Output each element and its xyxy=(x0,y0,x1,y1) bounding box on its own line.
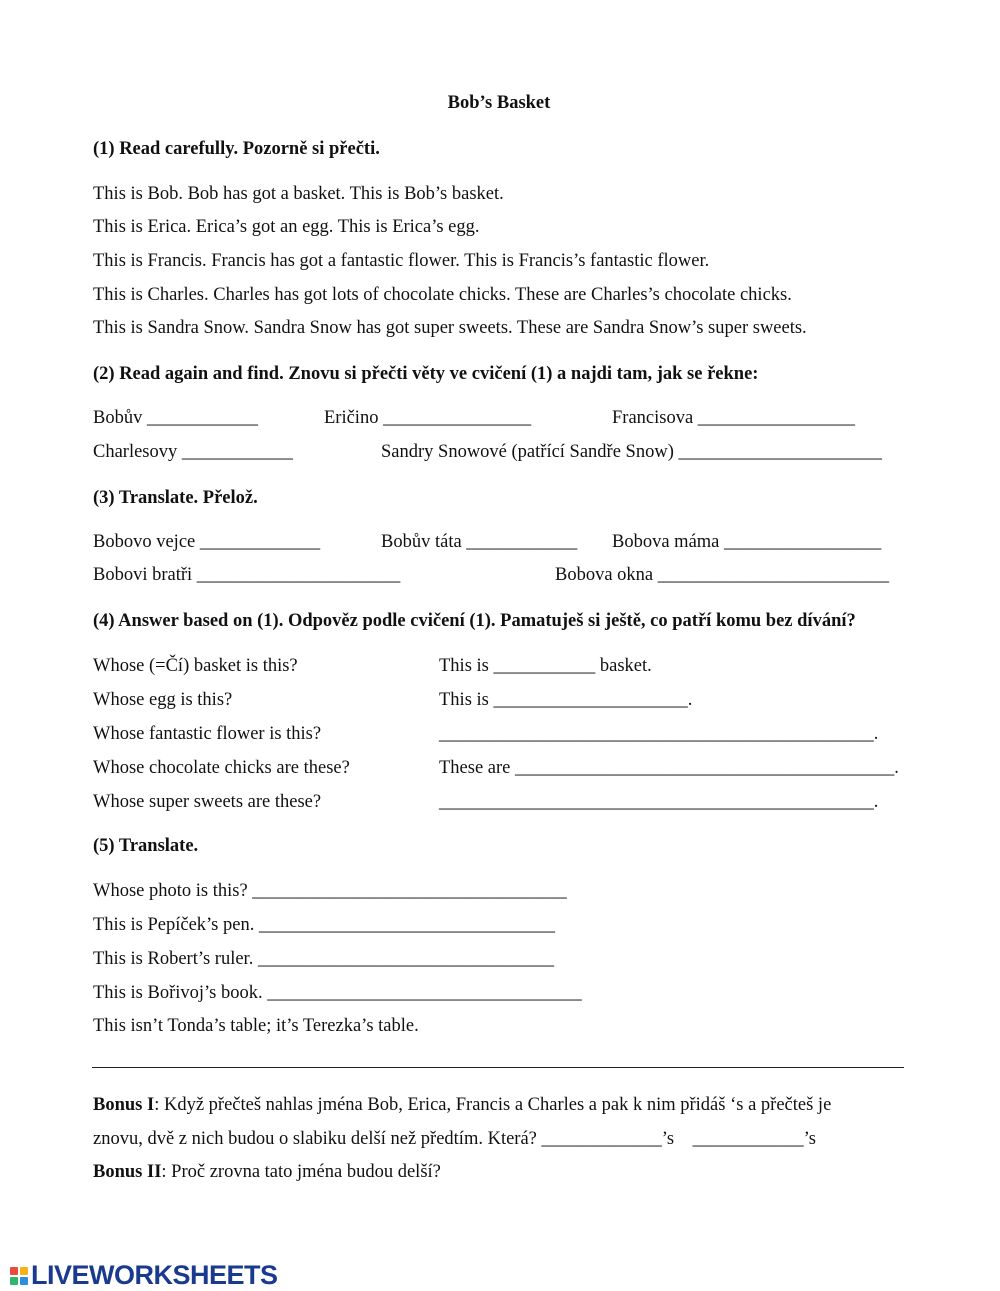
ex4-question: Whose fantastic flower is this? xyxy=(93,724,322,744)
ex4-question: Whose super sweets are these? xyxy=(93,792,322,812)
ex5-line: This isn’t Tonda’s table; it’s Terezka’s table. xyxy=(93,1016,419,1036)
bonus-1 xyxy=(93,1096,831,1115)
ex3-item[interactable]: Bobova máma _________________ xyxy=(612,532,882,552)
bonus-1-label: Bonus I xyxy=(93,1095,155,1115)
ex4-answer[interactable]: _______________________________________________. xyxy=(439,792,879,812)
liveworksheets-logo xyxy=(10,1262,278,1289)
ex3-item[interactable]: Bobův táta ____________ xyxy=(381,532,578,552)
ex5-line[interactable]: This is Pepíček’s pen. ________________________________ xyxy=(93,915,555,935)
ex3-heading: (3) Translate. Přelož. xyxy=(93,488,258,508)
ex2-heading: (2) Read again and find. Znovu si přečti věty ve cvičení (1) a najdi tam, jak se řekne: xyxy=(93,364,759,384)
ex5-line[interactable]: This is Bořivoj’s book. __________________________________ xyxy=(93,983,582,1003)
ex5-answer-rule[interactable] xyxy=(92,1067,904,1068)
ex3-item[interactable]: Bobovi bratři ______________________ xyxy=(93,565,401,585)
page-title: Bob’s Basket xyxy=(447,93,551,113)
bonus-2-text: : Proč zrovna tato jména budou delší? xyxy=(161,1162,441,1182)
logo-text: LIVEWORKSHEETS xyxy=(31,1260,278,1290)
ex2-item[interactable]: Bobův ____________ xyxy=(93,408,258,428)
ex4-heading: (4) Answer based on (1). Odpověz podle cvičení (1). Pamatuješ si ještě, co patří komu bez dívání? xyxy=(93,611,856,631)
bonus-1-text: : Když přečteš nahlas jména Bob, Erica, Francis a Charles a pak k nim přidáš ‘s a přečteš je xyxy=(154,1095,832,1115)
ex2-item[interactable]: Francisova _________________ xyxy=(612,408,856,428)
bonus-2 xyxy=(93,1163,441,1182)
ex1-line: This is Sandra Snow. Sandra Snow has got super sweets. These are Sandra Snow’s super sweets. xyxy=(93,318,807,338)
ex4-answer[interactable]: This is ___________ basket. xyxy=(439,656,652,676)
ex5-line[interactable]: Whose photo is this? __________________________________ xyxy=(93,881,567,901)
ex5-heading: (5) Translate. xyxy=(93,836,199,856)
bonus-1-line2[interactable]: znovu, dvě z nich budou o slabiku delší než předtím. Která? _____________’s ____________’s xyxy=(93,1129,816,1149)
ex4-question: Whose chocolate chicks are these? xyxy=(93,758,350,778)
ex4-question: Whose egg is this? xyxy=(93,690,233,710)
ex3-item[interactable]: Bobova okna _________________________ xyxy=(555,565,890,585)
ex1-heading: (1) Read carefully. Pozorně si přečti. xyxy=(93,139,380,159)
bonus-2-label: Bonus II xyxy=(93,1162,162,1182)
ex1-line: This is Bob. Bob has got a basket. This is Bob’s basket. xyxy=(93,184,504,204)
ex1-line: This is Charles. Charles has got lots of chocolate chicks. These are Charles’s chocolate chicks. xyxy=(93,285,792,305)
ex2-item[interactable]: Charlesovy ____________ xyxy=(93,442,293,462)
ex1-line: This is Erica. Erica’s got an egg. This is Erica’s egg. xyxy=(93,217,480,237)
ex2-item[interactable]: Eričino ________________ xyxy=(324,408,532,428)
logo-blocks-icon xyxy=(10,1267,28,1285)
ex1-line: This is Francis. Francis has got a fantastic flower. This is Francis’s fantastic flower. xyxy=(93,251,710,271)
ex3-item[interactable]: Bobovo vejce _____________ xyxy=(93,532,321,552)
ex4-answer[interactable]: This is _____________________. xyxy=(439,690,693,710)
ex5-line[interactable]: This is Robert’s ruler. ________________________________ xyxy=(93,949,554,969)
ex4-answer[interactable]: _______________________________________________. xyxy=(439,724,879,744)
ex4-question: Whose (=Čí) basket is this? xyxy=(93,656,298,676)
ex4-answer[interactable]: These are _________________________________________. xyxy=(439,758,899,778)
ex2-item[interactable]: Sandry Snowové (patřící Sandře Snow) ______________________ xyxy=(381,442,882,462)
